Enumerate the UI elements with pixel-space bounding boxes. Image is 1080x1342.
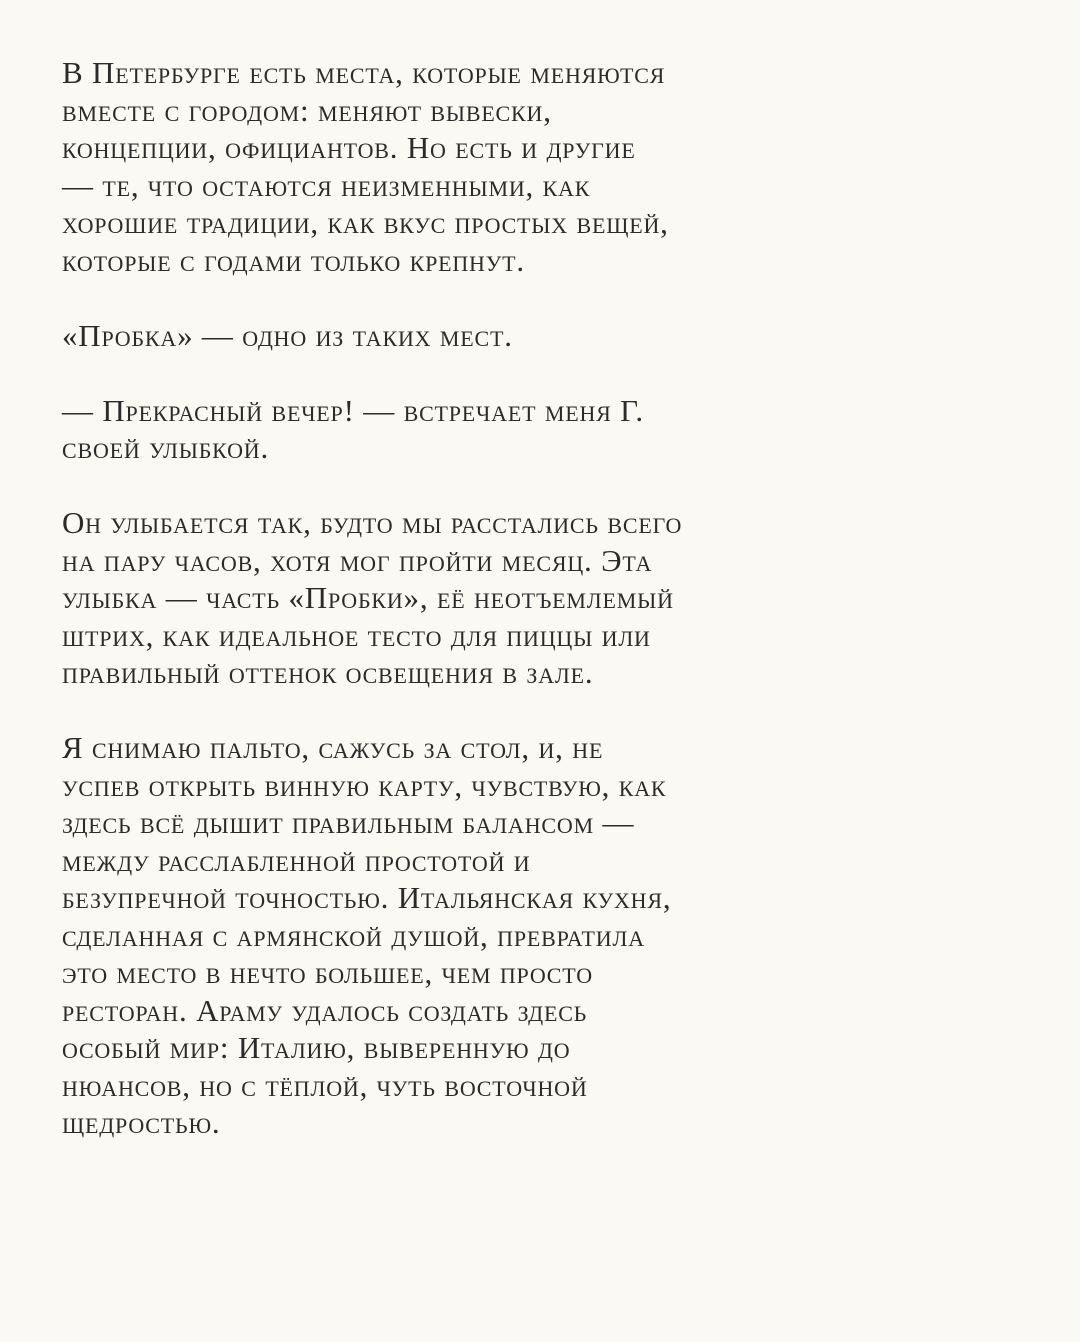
text-line: между расслабленной простотой и <box>62 842 531 878</box>
text-line: «Пробка» — одно из таких мест. <box>62 317 513 353</box>
article-text <box>62 54 1022 1142</box>
paragraph-gap <box>62 692 1022 730</box>
text-line: штрих, как идеальное тесто для пиццы или <box>62 617 651 653</box>
text-line: безупречной точностью. Итальянская кухня, <box>62 880 672 915</box>
text-line: концепции, официантов. Но есть и другие <box>62 130 636 165</box>
text-line: которые с годами только крепнут. <box>62 242 525 278</box>
text-line: Я снимаю пальто, сажусь за стол, и, не <box>62 730 604 765</box>
text-line: успев открыть винную карту, чувствую, как <box>62 767 667 803</box>
text-line: — те, что остаются неизменными, как <box>62 167 591 203</box>
paragraph-gap <box>62 467 1022 505</box>
text-line: на пару часов, хотя мог пройти месяц. Эта <box>62 542 653 578</box>
text-line: хорошие традиции, как вкус простых вещей, <box>62 205 669 240</box>
text-line: нюансов, но с тёплой, чуть восточной <box>62 1067 588 1103</box>
text-line: своей улыбкой. <box>62 430 269 465</box>
text-line: улыбка — часть «Пробки», её неотъемлемый <box>62 580 674 615</box>
paragraph-greeting <box>62 392 1022 467</box>
paragraph-gap <box>62 279 1022 317</box>
paragraph-smile <box>62 504 1022 692</box>
text-line: это место в нечто большее, чем просто <box>62 955 593 990</box>
text-line: В Петербурге есть места, которые меняются <box>62 55 666 90</box>
text-line: Он улыбается так, будто мы расстались всего <box>62 505 683 540</box>
paragraph-gap <box>62 354 1022 392</box>
text-line: здесь всё дышит правильным балансом — <box>62 805 635 840</box>
text-line: щедростью. <box>62 1105 221 1140</box>
text-line: вместе с городом: меняют вывески, <box>62 92 552 128</box>
text-line: — Прекрасный вечер! — встречает меня Г. <box>62 392 644 428</box>
paragraph-intro <box>62 54 1022 279</box>
paragraph-probka <box>62 317 1022 355</box>
text-line: особый мир: Италию, выверенную до <box>62 1030 571 1065</box>
text-line: правильный оттенок освещения в зале. <box>62 655 594 690</box>
paragraph-restaurant <box>62 729 1022 1142</box>
text-line: сделанная с армянской душой, превратила <box>62 917 645 953</box>
text-line: ресторан. Араму удалось создать здесь <box>62 992 588 1028</box>
